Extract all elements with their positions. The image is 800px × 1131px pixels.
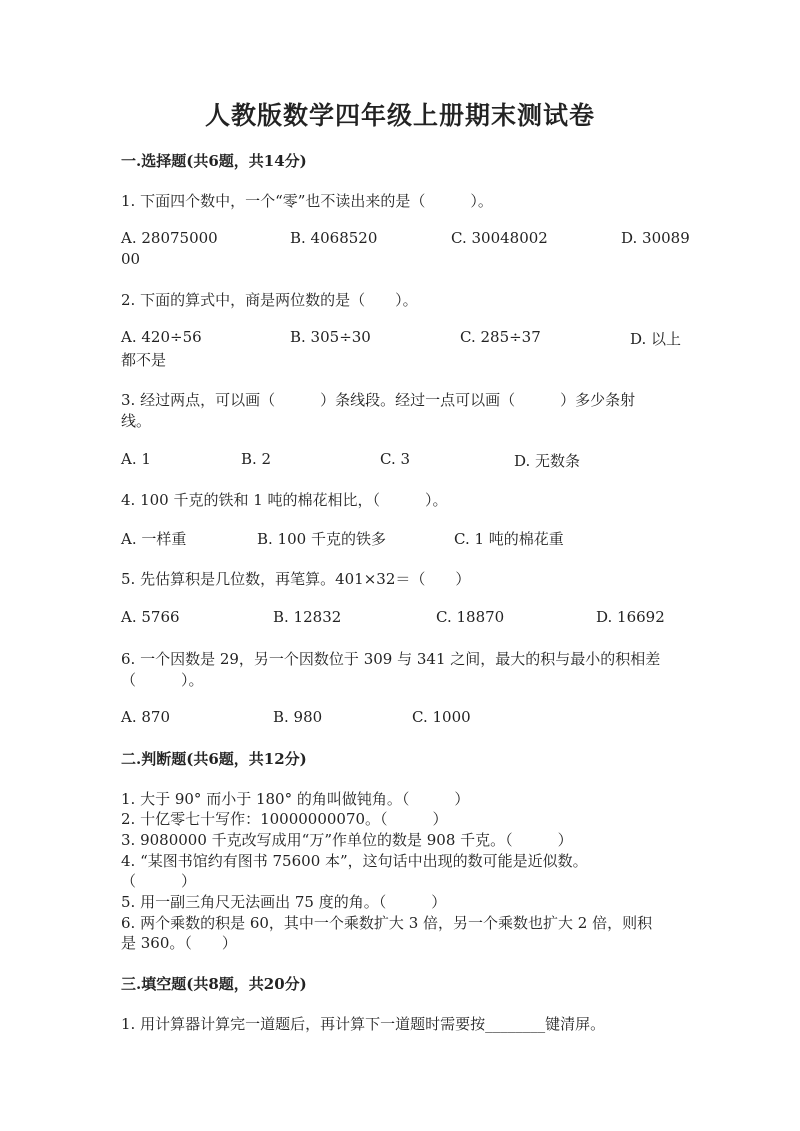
question-1-option-c: C. 30048002 xyxy=(451,229,548,247)
question-2-option-b: B. 305÷30 xyxy=(290,328,371,346)
question-6-option-c: C. 1000 xyxy=(412,708,471,726)
question-3-stem: 3. 经过两点，可以画（ ）条线段。经过一点可以画（ ）多少条射 xyxy=(121,391,636,409)
question-1-stem: 1. 下面四个数中，一个“零”也不读出来的是（ ）。 xyxy=(121,192,493,210)
judgement-item-3: 3. 9080000 千克改写成用“万”作单位的数是 908 千克。（ ） xyxy=(121,831,573,849)
section-heading-fill-blank: 三.填空题(共8题，共20分) xyxy=(121,975,307,993)
question-6-option-b: B. 980 xyxy=(273,708,323,726)
question-5-option-a: A. 5766 xyxy=(121,608,180,626)
question-6-option-a: A. 870 xyxy=(121,708,170,726)
question-2-option-a: A. 420÷56 xyxy=(121,328,202,346)
question-3-stem-continued: 线。 xyxy=(121,412,152,430)
question-6-stem: 6. 一个因数是 29，另一个因数位于 309 与 341 之间，最大的积与最小的积相差 xyxy=(121,650,661,668)
question-6-stem-continued: （ ）。 xyxy=(121,671,204,689)
question-3-option-b: B. 2 xyxy=(241,450,272,468)
question-1-option-a: A. 28075000 xyxy=(121,229,218,247)
question-5-stem: 5. 先估算积是几位数，再笔算。401×32＝（ ） xyxy=(121,570,471,588)
question-4-option-a: A. 一样重 xyxy=(121,530,187,548)
question-3-option-c: C. 3 xyxy=(380,450,411,468)
judgement-item-5: 5. 用一副三角尺无法画出 75 度的角。（ ） xyxy=(121,893,447,911)
judgement-item-4: 4. “某图书馆约有图书 75600 本”，这句话中出现的数可能是近似数。 xyxy=(121,852,588,870)
question-1-option-d-continued: 00 xyxy=(121,250,141,268)
question-3-option-a: A. 1 xyxy=(121,450,151,468)
section-heading-choice: 一.选择题(共6题，共14分) xyxy=(121,152,307,170)
question-1-option-d: D. 30089 xyxy=(621,229,690,247)
question-2-option-c: C. 285÷37 xyxy=(460,328,541,346)
question-5-option-b: B. 12832 xyxy=(273,608,342,626)
judgement-item-4-continued: （ ） xyxy=(121,872,197,890)
question-5-option-d: D. 16692 xyxy=(596,608,665,626)
exam-title: 人教版数学四年级上册期末测试卷 xyxy=(204,101,595,130)
question-2-stem: 2. 下面的算式中，商是两位数的是（ ）。 xyxy=(121,291,418,309)
question-1-option-b: B. 4068520 xyxy=(290,229,378,247)
question-4-option-b: B. 100 千克的铁多 xyxy=(257,530,386,548)
question-2-option-d: D. 以上 xyxy=(630,330,682,348)
question-2-option-d-continued: 都不是 xyxy=(121,351,167,369)
question-4-option-c: C. 1 吨的棉花重 xyxy=(454,530,564,548)
judgement-item-6-continued: 是 360。（ ） xyxy=(121,934,237,952)
fill-blank-question-1: 1. 用计算器计算完一道题后，再计算下一道题时需要按________键清屏。 xyxy=(121,1015,606,1033)
question-3-option-d: D. 无数条 xyxy=(514,452,581,470)
section-heading-judgement: 二.判断题(共6题，共12分) xyxy=(121,750,307,768)
judgement-item-2: 2. 十亿零七十写作：10000000070。（ ） xyxy=(121,810,448,828)
question-5-option-c: C. 18870 xyxy=(436,608,505,626)
judgement-item-6: 6. 两个乘数的积是 60，其中一个乘数扩大 3 倍，另一个乘数也扩大 2 倍，则积 xyxy=(121,914,653,932)
question-4-stem: 4. 100 千克的铁和 1 吨的棉花相比，（ ）。 xyxy=(121,491,448,509)
judgement-item-1: 1. 大于 90° 而小于 180° 的角叫做钝角。（ ） xyxy=(121,790,470,808)
